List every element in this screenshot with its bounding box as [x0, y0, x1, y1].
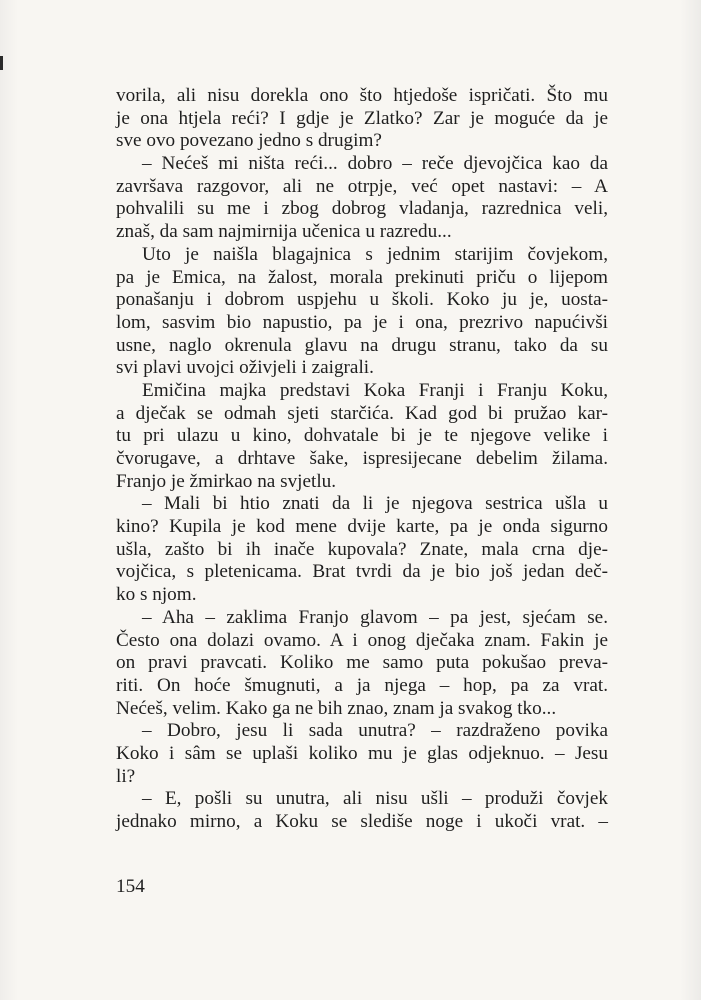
text-line: Franjo je žmirkao na svjetlu.: [116, 470, 337, 492]
text-line: ko s njom.: [116, 584, 197, 606]
text-line: riti. On hoće šmugnuti, a ja njega – hop, pa za vrat.: [116, 674, 608, 696]
text-line: – E, pošli su unutra, ali nisu ušli – produži čovjek: [142, 788, 608, 810]
text-line: – Aha – zaklima Franjo glavom – pa jest, sjećam se.: [142, 606, 608, 628]
text-line: vorila, ali nisu dorekla ono što htjedoše ispričati. Što mu: [116, 85, 608, 106]
text-line: Uto je naišla blagajnica s jednim starijim čovjekom,: [142, 243, 608, 265]
text-line: završava razgovor, ali ne otrpje, već opet nastavi: – A: [116, 175, 608, 197]
text-line: tu pri ulazu u kino, dohvatale bi je te njegove velike i: [116, 425, 608, 447]
text-line: ponašanju i dobrom uspjehu u školi. Koko ju je, uosta-: [116, 289, 608, 311]
text-line: li?: [116, 765, 136, 787]
text-line: ušla, zašto bi ih inače kupovala? Znate, mala crna dje-: [116, 538, 608, 560]
page-number: 154: [116, 876, 145, 897]
text-line: on pravi pravcati. Koliko me samo puta pokušao preva-: [116, 652, 608, 674]
text-line: – Nećeš mi ništa reći... dobro – reče djevojčica kao da: [142, 153, 608, 175]
text-line: znaš, da sam najmirnija učenica u razredu...: [116, 221, 452, 243]
text-line: vojčica, s pletenicama. Brat tvrdi da je bio još jedan deč-: [116, 561, 608, 583]
text-line: pa je Emica, na žalost, morala prekinuti priču o lijepom: [116, 266, 608, 288]
text-line: kino? Kupila je kod mene dvije karte, pa je onda sigurno: [116, 516, 608, 538]
text-line: svi plavi uvojci oživjeli i zaigrali.: [116, 357, 374, 379]
text-line: čvorugave, a drhtave šake, ispresijecane debelim žilama.: [116, 448, 608, 469]
text-line: Nećeš, velim. Kako ga ne bih znao, znam ja svakog tko...: [116, 697, 557, 719]
text-line: a dječak se odmah sjeti starčića. Kad god bi pružao kar-: [116, 402, 608, 424]
text-line: Koko i sâm se uplaši koliko mu je glas odjeknuo. – Jesu: [116, 742, 608, 764]
text-line: pohvalili su me i zbog dobrog vladanja, razrednica veli,: [116, 198, 608, 220]
text-line: sve ovo povezano jedno s drugim?: [116, 130, 382, 152]
text-line: usne, naglo okrenula glavu na drugu stranu, tako da su: [116, 334, 608, 356]
text-line: – Mali bi htio znati da li je njegova sestrica ušla u: [142, 493, 608, 515]
page-edge-mark: [0, 56, 3, 70]
text-line: Često ona dolazi ovamo. A i onog dječaka znam. Fakin je: [116, 629, 608, 651]
text-line: jednako mirno, a Koku se slediše noge i ukoči vrat. –: [116, 811, 608, 832]
text-line: – Dobro, jesu li sada unutra? – razdraženo povika: [142, 720, 608, 742]
text-line: lom, sasvim bio napustio, pa je i ona, prezrivo napućivši: [116, 311, 608, 333]
body-text: [116, 85, 608, 834]
text-line: Emičina majka predstavi Koka Franji i Franju Koku,: [142, 379, 608, 401]
text-line: je ona htjela reći? I gdje je Zlatko? Zar je moguće da je: [116, 107, 608, 129]
